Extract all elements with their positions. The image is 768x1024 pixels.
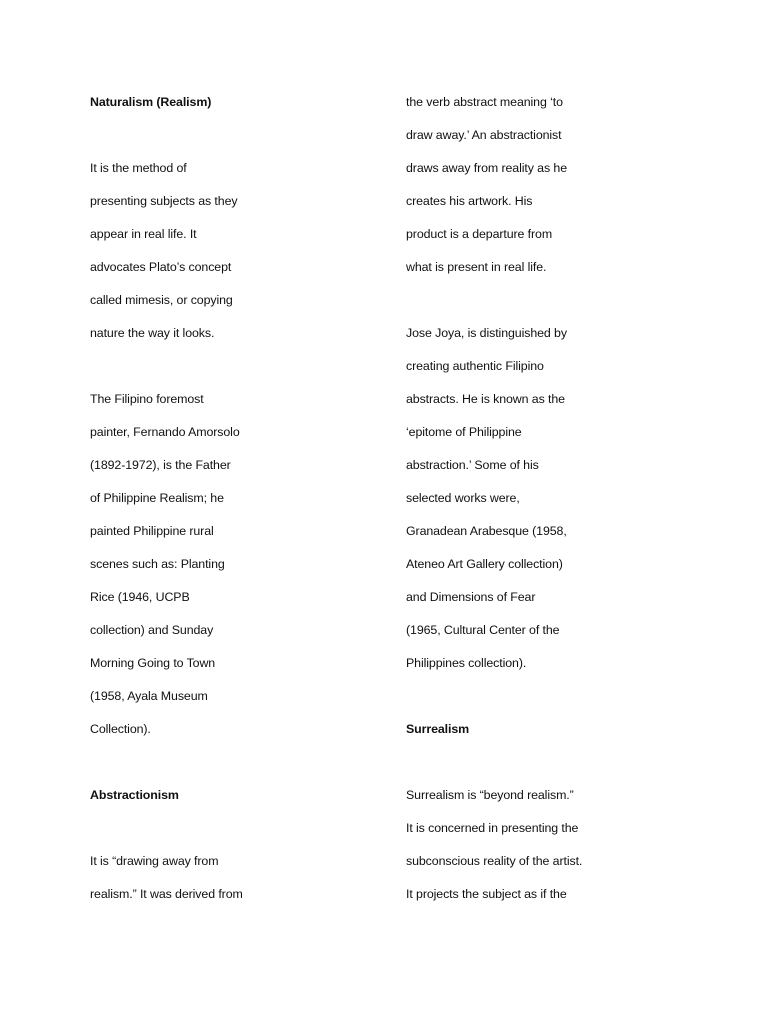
text-line: (1958, Ayala Museum bbox=[90, 689, 208, 703]
blank-line bbox=[90, 815, 290, 848]
text-line: (1892-1972), is the Father bbox=[90, 458, 231, 472]
text-line: abstracts. He is known as the bbox=[406, 392, 565, 406]
text-line: what is present in real life. bbox=[406, 260, 547, 274]
text-line: presenting subjects as they bbox=[90, 194, 238, 208]
blank-line bbox=[406, 287, 606, 320]
text-line: Granadean Arabesque (1958, bbox=[406, 524, 567, 538]
text-line: scenes such as: Planting bbox=[90, 557, 225, 571]
text-line: advocates Plato’s concept bbox=[90, 260, 232, 274]
blank-line bbox=[90, 749, 290, 782]
text-line: painted Philippine rural bbox=[90, 524, 214, 538]
text-line: abstraction.’ Some of his bbox=[406, 458, 539, 472]
text-line: (1965, Cultural Center of the bbox=[406, 623, 560, 637]
text-line: subconscious reality of the artist. bbox=[406, 854, 583, 868]
text-line: called mimesis, or copying bbox=[90, 293, 233, 307]
text-line: nature the way it looks. bbox=[90, 326, 215, 340]
text-line: and Dimensions of Fear bbox=[406, 590, 536, 604]
text-line: It is concerned in presenting the bbox=[406, 821, 579, 835]
text-line: Rice (1946, UCPB bbox=[90, 590, 190, 604]
text-line: creating authentic Filipino bbox=[406, 359, 544, 373]
text-line: ‘epitome of Philippine bbox=[406, 425, 522, 439]
text-line: draw away.’ An abstractionist bbox=[406, 128, 562, 142]
text-line: It is the method of bbox=[90, 161, 187, 175]
text-line: Philippines collection). bbox=[406, 656, 527, 670]
text-line: Collection). bbox=[90, 722, 151, 736]
text-line: product is a departure from bbox=[406, 227, 553, 241]
right-text-column bbox=[406, 89, 606, 914]
text-line: painter, Fernando Amorsolo bbox=[90, 425, 240, 439]
text-line: Morning Going to Town bbox=[90, 656, 216, 670]
text-line: appear in real life. It bbox=[90, 227, 197, 241]
text-line: Surrealism is “beyond realism.” bbox=[406, 788, 574, 802]
text-line: creates his artwork. His bbox=[406, 194, 533, 208]
text-line: the verb abstract meaning ‘to bbox=[406, 95, 563, 109]
section-heading: Naturalism (Realism) bbox=[90, 95, 212, 109]
text-line: realism.” It was derived from bbox=[90, 887, 243, 901]
text-line: draws away from reality as he bbox=[406, 161, 567, 175]
text-line: It projects the subject as if the bbox=[406, 887, 567, 901]
text-line: selected works were, bbox=[406, 491, 520, 505]
text-line: collection) and Sunday bbox=[90, 623, 214, 637]
text-line: The Filipino foremost bbox=[90, 392, 204, 406]
blank-line bbox=[90, 122, 290, 155]
blank-line bbox=[406, 749, 606, 782]
text-line: It is “drawing away from bbox=[90, 854, 219, 868]
blank-line bbox=[90, 353, 290, 386]
left-text-column bbox=[90, 89, 290, 914]
text-line: of Philippine Realism; he bbox=[90, 491, 224, 505]
section-heading: Surrealism bbox=[406, 722, 470, 736]
blank-line bbox=[406, 683, 606, 716]
text-line: Ateneo Art Gallery collection) bbox=[406, 557, 563, 571]
text-line: Jose Joya, is distinguished by bbox=[406, 326, 567, 340]
section-heading: Abstractionism bbox=[90, 788, 179, 802]
